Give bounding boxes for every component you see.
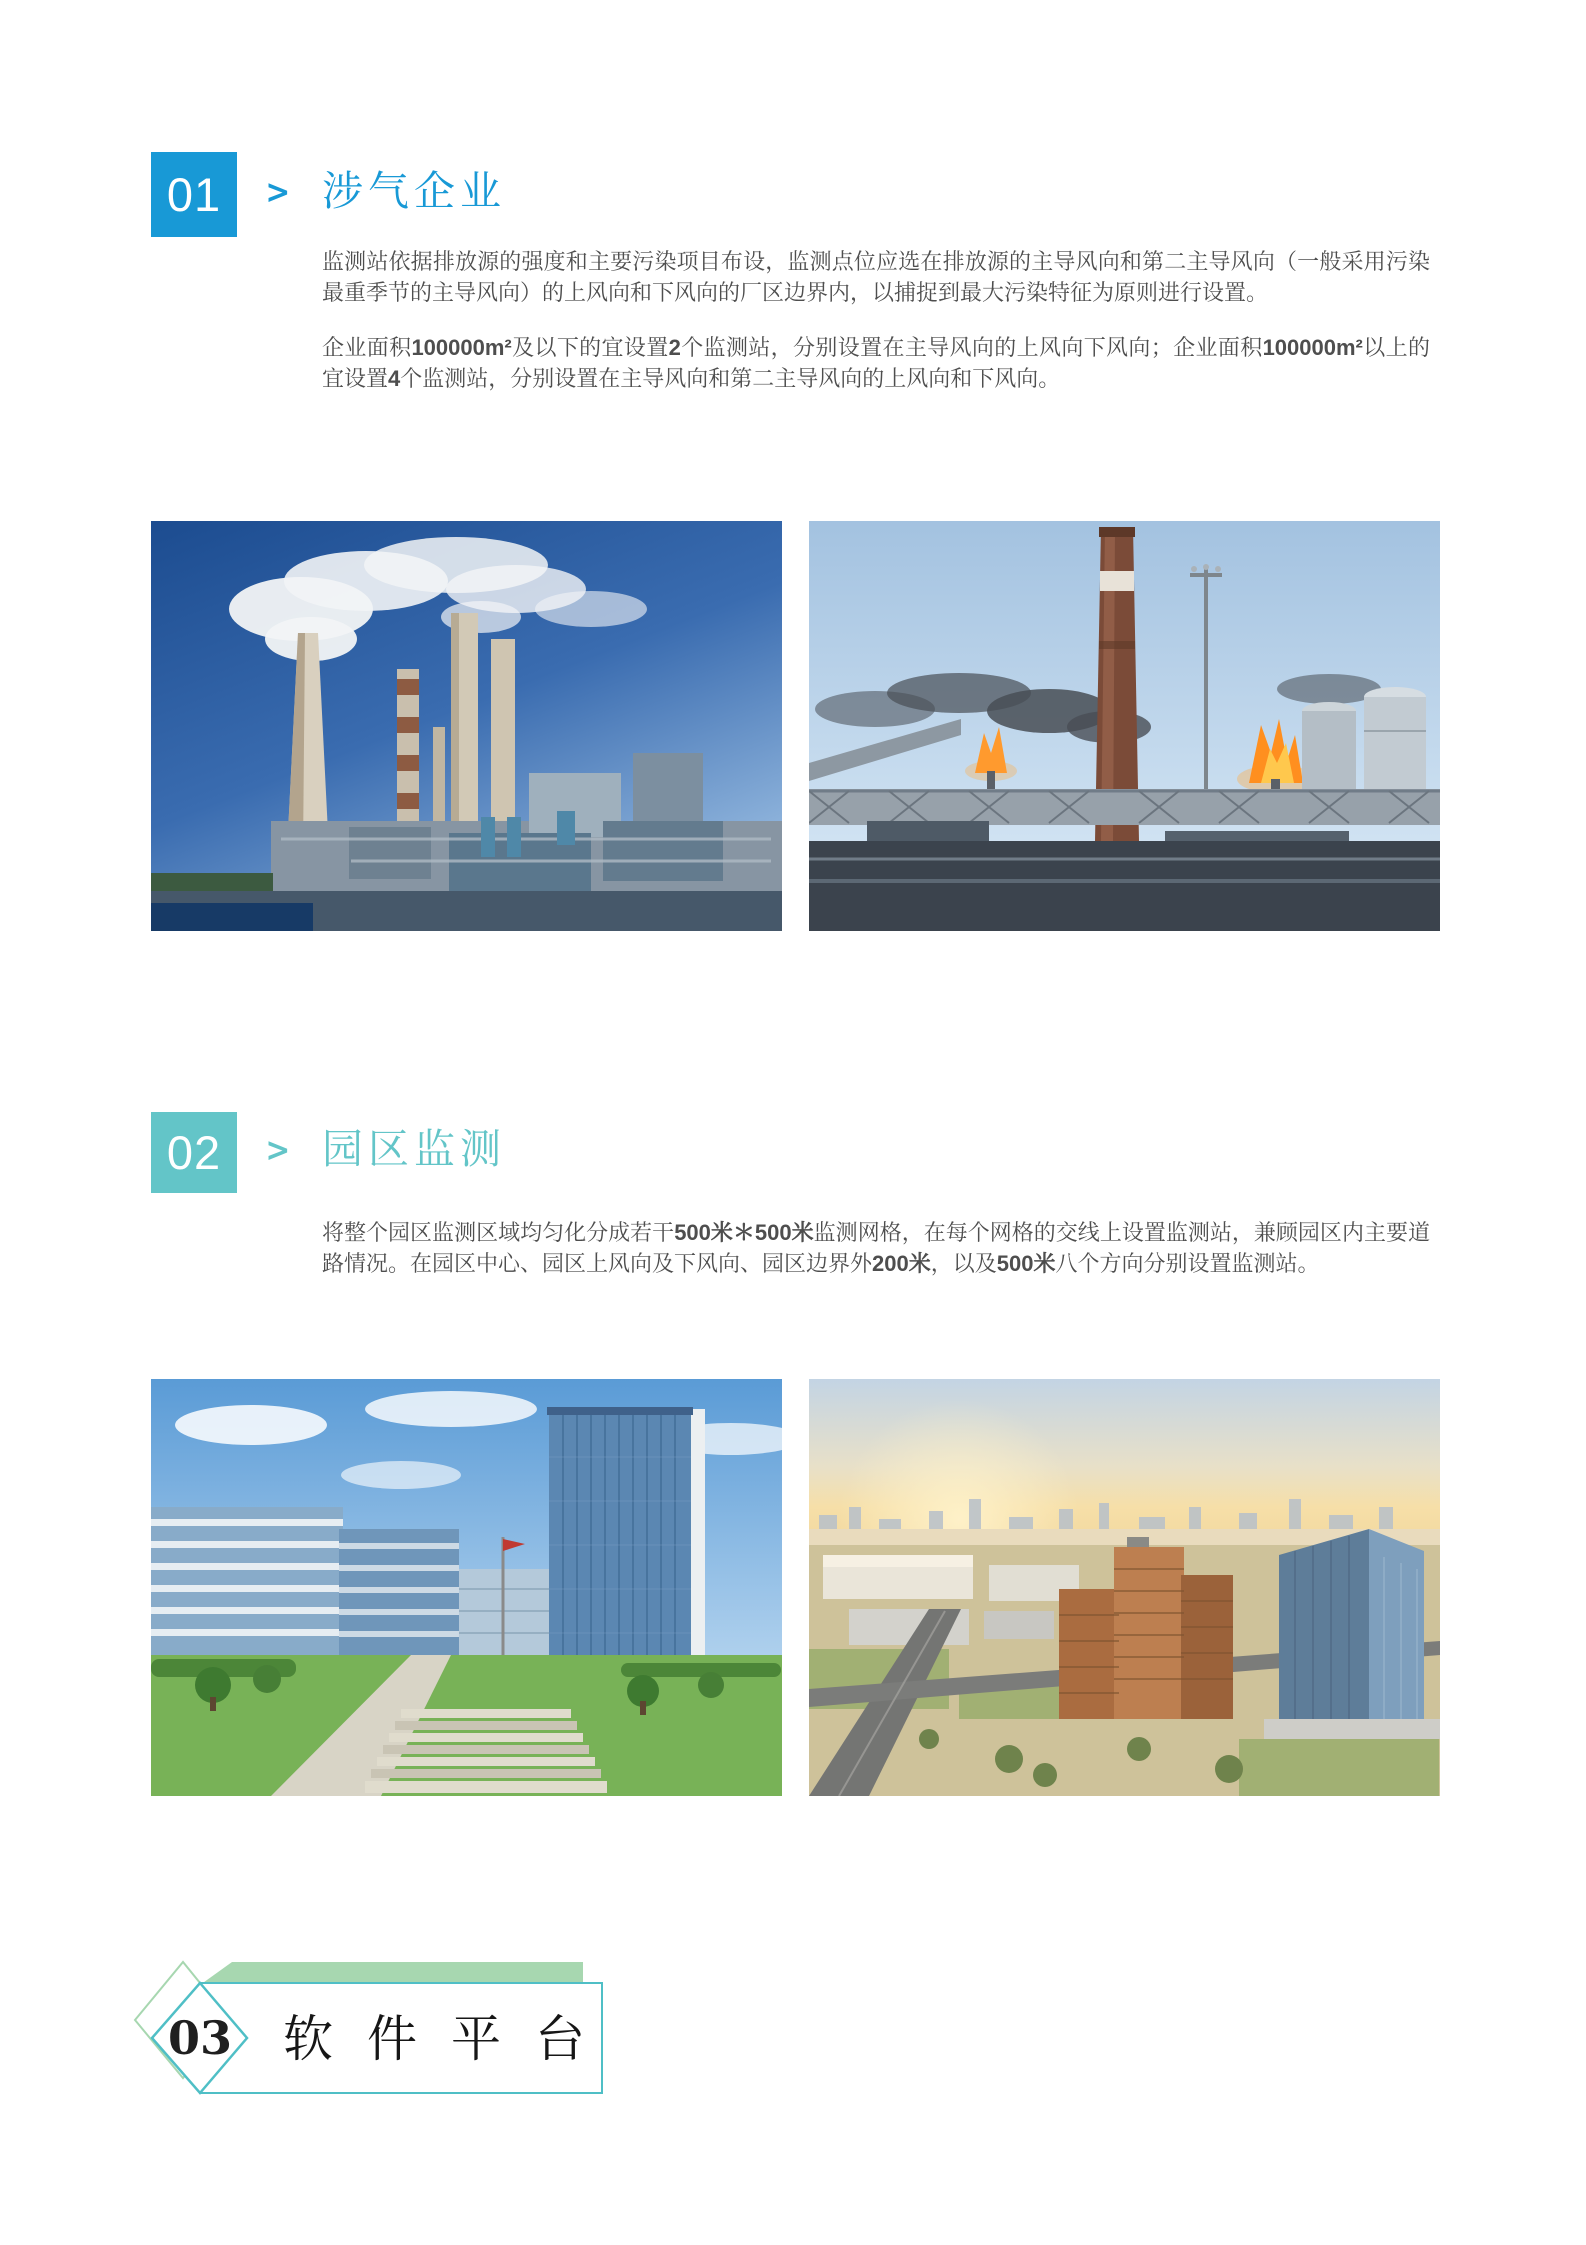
section-01-number-badge: [151, 152, 237, 237]
section-03-number: 03: [167, 2011, 232, 2065]
power-plant-illustration: [151, 521, 782, 931]
section-03-title: 软件平台: [283, 2011, 619, 2067]
office-campus-illustration: [151, 1379, 782, 1796]
chevron-right-icon: >: [265, 172, 291, 211]
section-02-number: 02: [166, 1126, 222, 1179]
green-banner-ribbon: [200, 1962, 583, 1985]
chevron-right-icon: >: [265, 1130, 291, 1169]
section-01-paragraph-2: 企业面积100000m²及以下的宜设置2个监测站，分别设置在主导风向的上风向下风向；企业面积100000m²以上的宜设置4个监测站，分别设置在主导风向和第二主导风向的上风向和下风向。: [322, 335, 1430, 391]
aerial-sunset-illustration: [809, 1379, 1440, 1796]
photo-flare-stack-plant: [809, 521, 1440, 931]
flare-plant-illustration: [809, 521, 1440, 931]
photo-office-campus: [151, 1379, 782, 1796]
section-01-number: 01: [166, 168, 222, 221]
section-02-title: 园区监测: [322, 1126, 506, 1172]
section-02-number-badge: [151, 1112, 237, 1193]
section-01-paragraph-1: 监测站依据排放源的强度和主要污染项目布设，监测点位应选在排放源的主导风向和第二主导风向（一般采用污染最重季节的主导风向）的上风向和下风向的厂区边界内，以捕捉到最大污染特征为原则进行设置。: [322, 249, 1430, 305]
section-02-paragraph-1: 将整个园区监测区域均匀化分成若干500米＊500米监测网格，在每个网格的交线上设置监测站，兼顾园区内主要道路情况。在园区中心、园区上风向及下风向、园区边界外200米，以及500米八个方向分别设置监测站。: [322, 1220, 1430, 1276]
photo-business-park-aerial: [809, 1379, 1440, 1796]
photo-power-plant-smokestacks: [151, 521, 782, 931]
section-01-title: 涉气企业: [322, 168, 506, 214]
